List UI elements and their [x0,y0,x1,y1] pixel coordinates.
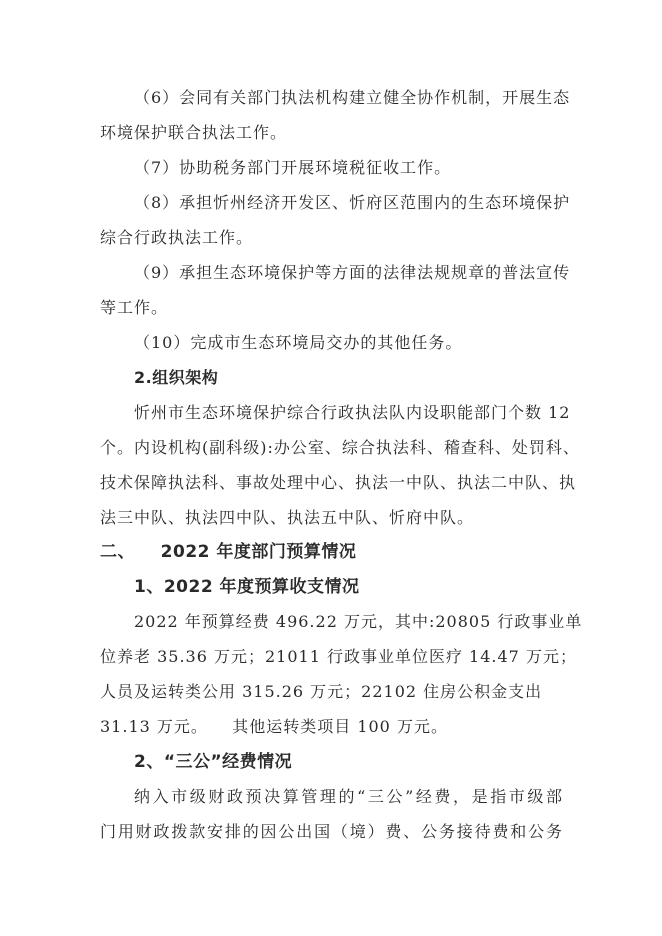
paragraph-line: （7）协助税务部门开展环境税征收工作。 [134,158,452,177]
paragraph-line: 门用财政拨款安排的因公出国（境）费、公务接待费和公务 [100,822,563,841]
paragraph-line: 31.13 万元。 其他运转类项目 100 万元。 [100,717,448,736]
subsection-heading-three-public: 2、“三公”经费情况 [134,752,293,772]
paragraph-line: （9）承担生态环境保护等方面的法律法规规章的普法宣传 [134,263,571,282]
paragraph-line: （6）会同有关部门执法机构建立健全协作机制，开展生态 [134,88,571,107]
section-heading-org-structure: 2.组织架构 [134,368,219,387]
paragraph-line: 个。内设机构(副科级):办公室、综合执法科、稽查科、处罚科、 [100,438,580,457]
paragraph-line: 等工作。 [100,298,169,317]
section-heading-budget: 二、 2022 年度部门预算情况 [100,542,357,562]
paragraph-line: 人员及运转类公用 315.26 万元；22102 住房公积金支出 [100,682,543,701]
paragraph-line: 技术保障执法科、事故处理中心、执法一中队、执法二中队、执 [100,473,577,492]
paragraph-line: 综合行政执法工作。 [100,228,254,247]
paragraph-line: 纳入市级财政预决算管理的“三公”经费，是指市级部 [134,787,563,806]
paragraph-line: 位养老 35.36 万元；21011 行政事业单位医疗 14.47 万元； [100,647,577,666]
paragraph-line: 环境保护联合执法工作。 [100,123,288,142]
paragraph-line: （10）完成市生态环境局交办的其他任务。 [134,333,463,352]
paragraph-line: 忻州市生态环境保护综合行政执法队内设职能部门个数 12 [134,403,571,422]
paragraph-line: 2022 年预算经费 496.22 万元，其中:20805 行政事业单 [134,612,583,631]
paragraph-line: 法三中队、执法四中队、执法五中队、忻府中队。 [100,508,475,527]
paragraph-line: （8）承担忻州经济开发区、忻府区范围内的生态环境保护 [134,193,571,212]
subsection-heading-income-expense: 1、2022 年度预算收支情况 [134,577,360,597]
